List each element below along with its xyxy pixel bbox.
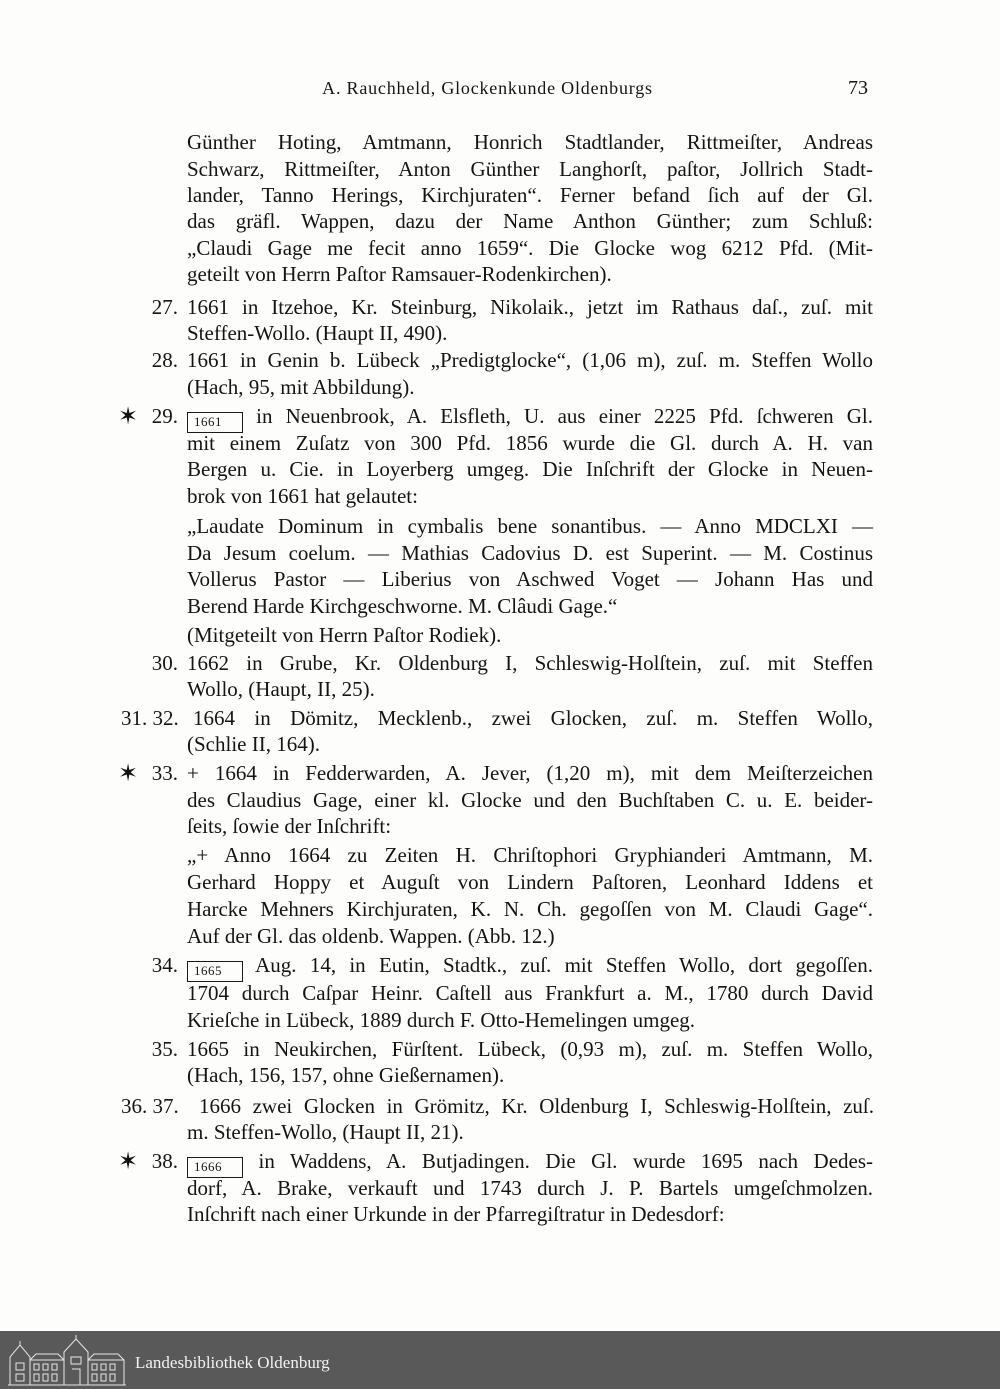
text-line: (Hach, 95, mit Abbildung). xyxy=(187,375,415,399)
text-line: Krieſche in Lübeck, 1889 durch F. Otto-Hemelingen umgeg. xyxy=(187,1008,696,1032)
text-line: dorf, A. Brake, verkauft und 1743 durch J. P. Bartels umgeſchmolzen. xyxy=(187,1176,873,1200)
text-line xyxy=(187,1148,873,1175)
library-name: Landesbibliothek Oldenburg xyxy=(135,1353,330,1372)
text-line: 1664 in Dömitz, Mecklenb., zwei Glocken, zuſ. m. Steffen Wollo, xyxy=(193,706,873,730)
text-line: ſeits, ſowie der Inſchrift: xyxy=(187,814,392,838)
text-line xyxy=(187,952,873,979)
text-line: des Claudius Gage, einer kl. Glocke und den Buchſtaben C. u. E. beider- xyxy=(187,788,873,812)
text-line: geteilt von Herrn Paſtor Ramsauer-Rodenkirchen). xyxy=(187,262,612,286)
text-line: Auf der Gl. das oldenb. Wappen. (Abb. 12.) xyxy=(187,924,555,948)
entry-number: 27. xyxy=(151,295,178,319)
year-box: 1666 xyxy=(187,1157,243,1178)
text-line-rest: Aug. 14, in Eutin, Stadtk., zuſ. mit Steffen Wollo, dort gegoſſen. xyxy=(255,953,874,977)
text-line: (Hach, 156, 157, ohne Gießernamen). xyxy=(187,1063,505,1087)
entry-number: 30. xyxy=(151,651,178,675)
text-line: + 1664 in Fedderwarden, A. Jever, (1,20 m), mit dem Meiſterzeichen xyxy=(187,761,873,785)
text-line: 1662 in Grube, Kr. Oldenburg I, Schleswig-Holſtein, zuſ. mit Steffen xyxy=(187,651,873,675)
inscription-line: Da Jesum coelum. — Mathias Cadovius D. est Superint. — M. Costinus xyxy=(187,541,873,565)
library-building-icon xyxy=(6,1335,128,1387)
text-line: Steffen-Wollo. (Haupt II, 490). xyxy=(187,321,448,345)
entry-number: 34. xyxy=(151,953,178,977)
inscription-line: Vollerus Pastor — Liberius von Aschwed Voget — Johann Has und xyxy=(187,567,873,591)
text-line: (Mitgeteilt von Herrn Paſtor Rodiek). xyxy=(187,623,502,647)
text-line: Bergen u. Cie. in Loyerberg umgeg. Die Inſchrift der Glocke in Neuen- xyxy=(187,457,873,481)
text-line: 1661 in Itzehoe, Kr. Steinburg, Nikolaik., jetzt im Rathaus daſ., zuſ. mit xyxy=(187,295,873,319)
text-line: Schwarz, Rittmeiſter, Anton Günther Langhorſt, paſtor, Jollrich Stadt- xyxy=(187,157,873,181)
text-line: mit einem Zuſatz von 300 Pfd. 1856 wurde die Gl. durch A. H. van xyxy=(187,431,873,455)
inscription-line: Berend Harde Kirchgeschworne. M. Clâudi Gage.“ xyxy=(187,594,618,618)
inscription-line: Gerhard Hoppy et Auguſt von Lindern Paſtoren, Leonhard Iddens et xyxy=(187,870,873,894)
year-box: 1661 xyxy=(187,412,243,433)
entry-number: 38. xyxy=(151,1149,178,1173)
text-line: „Claudi Gage me fecit anno 1659“. Die Glocke wog 6212 Pfd. (Mit- xyxy=(187,236,873,260)
inscription-line: „+ Anno 1664 zu Zeiten H. Chriſtophori Gryphianderi Amtmann, M. xyxy=(187,843,873,867)
text-line-rest: in Waddens, A. Butjadingen. Die Gl. wurde 1695 nach Dedes- xyxy=(258,1149,874,1173)
text-line: 1665 in Neukirchen, Fürſtent. Lübeck, (0,93 m), zuſ. m. Steffen Wollo, xyxy=(187,1037,873,1061)
text-line: Günther Hoting, Amtmann, Honrich Stadtlander, Rittmeiſter, Andreas xyxy=(187,130,873,154)
entry-number: 28. xyxy=(151,348,178,372)
library-footer xyxy=(0,1331,1000,1389)
year-box: 1665 xyxy=(187,961,243,982)
text-line: 1704 durch Caſpar Heinr. Caſtell aus Frankfurt a. M., 1780 durch David xyxy=(187,981,873,1005)
inscription-line: Harcke Mehners Kirchjuraten, K. N. Ch. gegoſſen von M. Claudi Gage“. xyxy=(187,897,873,921)
text-line xyxy=(187,403,873,430)
text-line: Wollo, (Haupt, II, 25). xyxy=(187,677,375,701)
text-line: 1661 in Genin b. Lübeck „Predigtglocke“, (1,06 m), zuſ. m. Steffen Wollo xyxy=(187,348,873,372)
text-line: Inſchrift nach einer Urkunde in der Pfarregiſtratur in Dedesdorf: xyxy=(187,1202,725,1226)
inscription-line: „Laudate Dominum in cymbalis bene sonantibus. — Anno MDCLXI — xyxy=(187,514,873,538)
text-line: 1666 zwei Glocken in Grömitz, Kr. Oldenburg I, Schleswig-Holſtein, zuſ. xyxy=(199,1094,874,1118)
entry-number: 35. xyxy=(151,1037,178,1061)
page-number: 73 xyxy=(848,77,868,99)
entry-number: 33. xyxy=(151,761,178,785)
text-line: lander, Tanno Herings, Kirchjuraten“. Ferner befand ſich auf der Gl. xyxy=(187,183,873,207)
text-line: (Schlie II, 164). xyxy=(187,732,320,756)
text-line-rest: in Neuenbrook, A. Elsfleth, U. aus einer 2225 Pfd. ſchweren Gl. xyxy=(256,404,874,428)
entry-number: 36. 37. xyxy=(121,1094,179,1118)
text-line: brok von 1661 hat gelautet: xyxy=(187,484,418,508)
text-line: m. Steffen-Wollo, (Haupt II, 21). xyxy=(187,1120,464,1144)
entry-number: 31. 32. xyxy=(121,706,179,730)
entry-number: 29. xyxy=(151,404,178,428)
text-line: das gräfl. Wappen, dazu der Name Anthon Günther; zum Schluß: xyxy=(187,209,873,233)
running-title: A. Rauchheld, Glockenkunde Oldenburgs xyxy=(322,78,653,98)
